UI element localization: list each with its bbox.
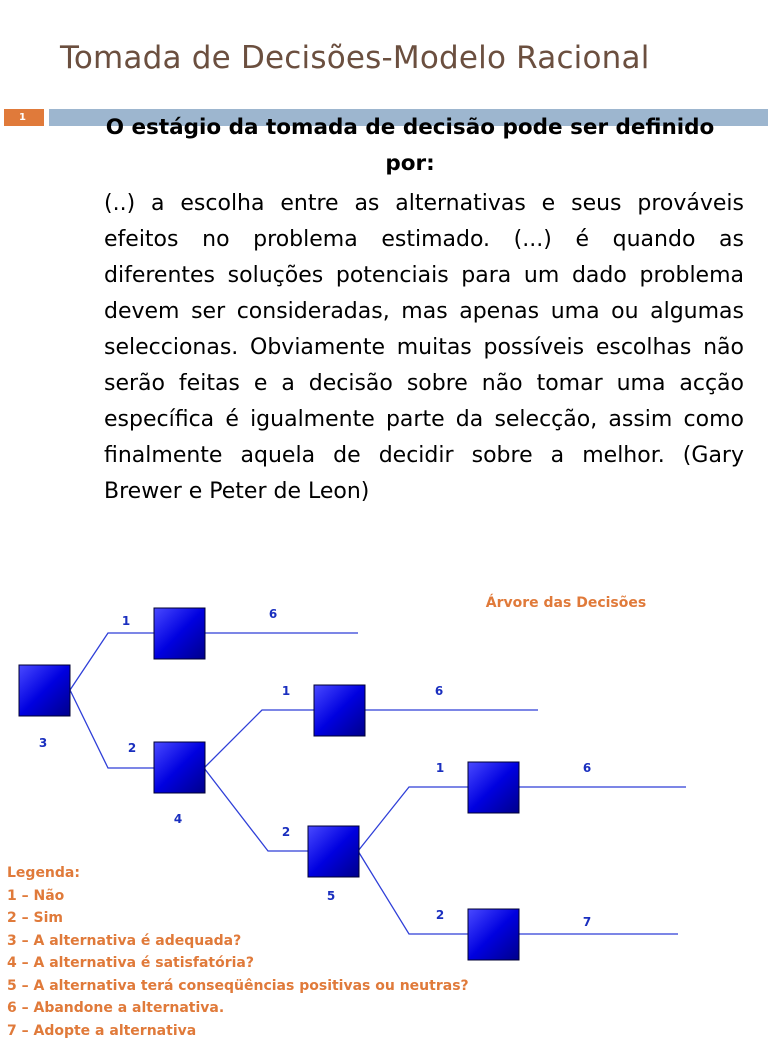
legend-item: 1 – Não xyxy=(7,885,469,908)
decision-node-3 xyxy=(19,665,70,716)
node-label: 5 xyxy=(327,889,335,903)
branch-label: 2 xyxy=(436,908,444,922)
node-label: 3 xyxy=(39,736,47,750)
outcome-node xyxy=(314,685,365,736)
branch-label: 6 xyxy=(435,684,443,698)
branch-line xyxy=(204,768,308,851)
legend xyxy=(7,862,469,1042)
branch-label: 1 xyxy=(436,761,444,775)
quote-text: (..) a escolha entre as alternativas e seus prováveis efeitos no problema estimado. (...) é quando as diferentes soluções potenciais para um dado problema devem ser consideradas, mas apenas uma ou algumas seleccionas. Obviamente muitas possíveis escolhas não serão feitas e a decisão sobre não tomar uma acção específica é igualmente parte da selecção, assim como finalmente aquela de decidir sobre a melhor. (Gary Brewer e Peter de Leon) xyxy=(104,186,744,510)
branch-line xyxy=(70,690,154,768)
branch-label: 1 xyxy=(282,684,290,698)
legend-item: 4 – A alternativa é satisfatória? xyxy=(7,952,469,975)
branch-label: 7 xyxy=(583,915,591,929)
node-label: 4 xyxy=(174,812,182,826)
page-title: Tomada de Decisões-Modelo Racional xyxy=(60,40,650,76)
outcome-node xyxy=(468,762,519,813)
legend-item: 7 – Adopte a alternativa xyxy=(7,1020,469,1042)
legend-title: Legenda: xyxy=(7,862,469,885)
slide-number-badge: 1 xyxy=(4,109,44,126)
legend-item: 5 – A alternativa terá conseqüências positivas ou neutras? xyxy=(7,975,469,998)
branch-line xyxy=(70,633,154,690)
outcome-node xyxy=(154,608,205,659)
branch-label: 2 xyxy=(128,741,136,755)
outcome-node xyxy=(468,909,519,960)
branch-label: 1 xyxy=(122,614,130,628)
branch-line xyxy=(358,787,468,851)
branch-line xyxy=(204,710,314,768)
decision-node-4 xyxy=(154,742,205,793)
legend-item: 3 – A alternativa é adequada? xyxy=(7,930,469,953)
diagram-title: Árvore das Decisões xyxy=(486,594,646,611)
content-heading: O estágio da tomada de decisão pode ser definido por: xyxy=(90,110,730,182)
legend-item: 6 – Abandone a alternativa. xyxy=(7,997,469,1020)
branch-label: 6 xyxy=(269,607,277,621)
branch-label: 6 xyxy=(583,761,591,775)
legend-item: 2 – Sim xyxy=(7,907,469,930)
branch-label: 2 xyxy=(282,825,290,839)
